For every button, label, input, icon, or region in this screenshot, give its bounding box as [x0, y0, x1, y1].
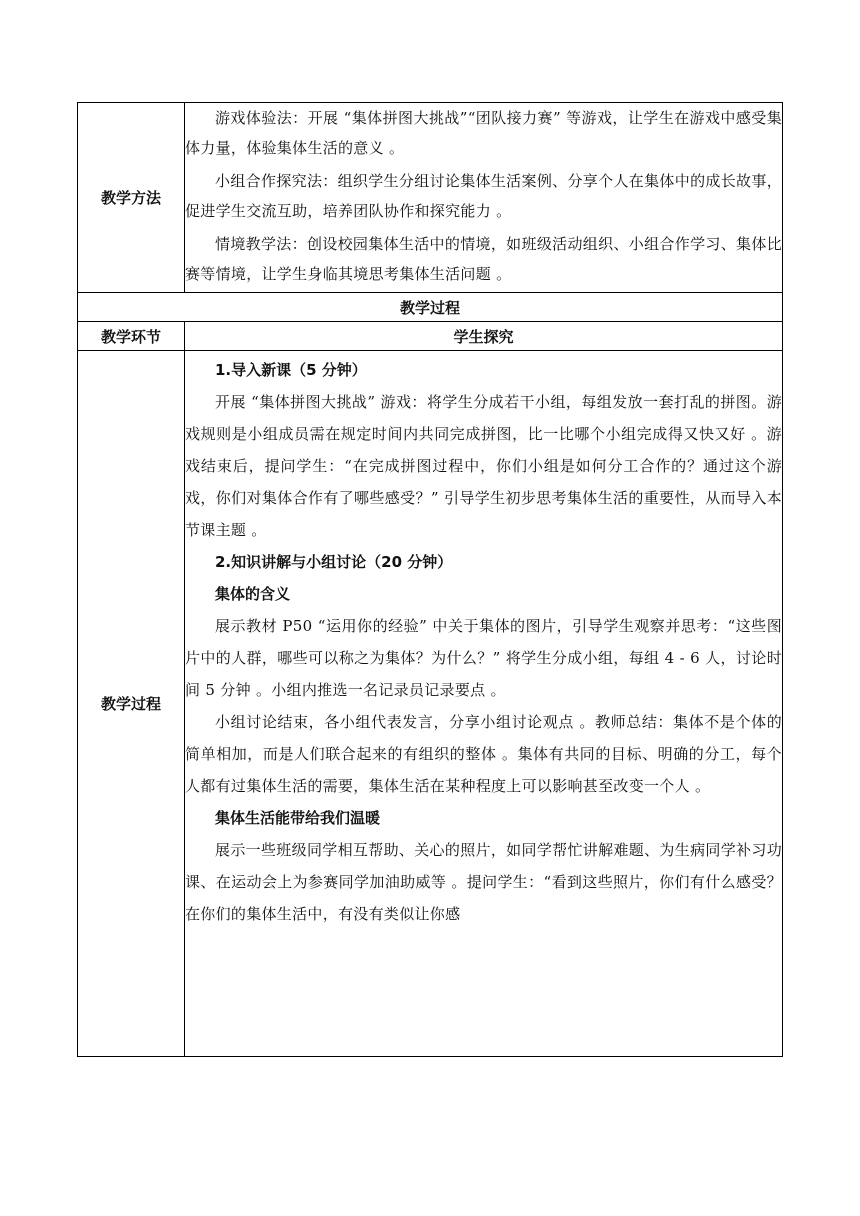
- step-title: 2.知识讲解与小组讨论（20 分钟）: [215, 553, 453, 571]
- method-item: 小组合作探究法：组织学生分组讨论集体生活案例、分享个人在集体中的成长故事，促进学生交流互助，培养团队协作和探究能力 。: [185, 172, 782, 220]
- lesson-plan-table: [77, 102, 783, 1057]
- methods-row: [78, 103, 783, 293]
- subsection-paragraph: 小组讨论结束，各小组代表发言，分享小组讨论观点 。教师总结：集体不是个体的简单相加，而是人们联合起来的有组织的整体 。集体有共同的目标、明确的分工，每个人都有过集体生活的需要，集体生活在某种程度上可以影响甚至改变一个人 。: [185, 713, 782, 795]
- process-row: [78, 351, 783, 1057]
- step-paragraph: 开展 “集体拼图大挑战” 游戏：将学生分成若干小组，每组发放一套打乱的拼图。游戏规则是小组成员需在规定时间内共同完成拼图，比一比哪个小组完成得又快又好 。游戏结束后，提问学生：“在完成拼图过程中，你们小组是如何分工合作的？通过这个游戏，你们对集体合作有了哪些感受？” 引导学生初步思考集体生活的重要性，从而导入本节课主题 。: [185, 393, 782, 539]
- process-title-row: [78, 293, 783, 322]
- column-header-activity: 学生探究: [185, 322, 783, 351]
- step-title: 1.导入新课（5 分钟）: [215, 361, 367, 379]
- subsection-paragraph: 展示教材 P50 “运用你的经验” 中关于集体的图片，引导学生观察并思考：“这些图片中的人群，哪些可以称之为集体？为什么？” 将学生分成小组，每组 4 - 6 人，讨论时间 5 分钟 。小组内推选一名记录员记录要点 。: [185, 617, 782, 699]
- methods-content: [185, 103, 783, 293]
- process-section-title: 教学过程: [78, 293, 783, 322]
- method-item: 游戏体验法：开展 “集体拼图大挑战”“团队接力赛” 等游戏，让学生在游戏中感受集体力量，体验集体生活的意义 。: [185, 109, 782, 157]
- subsection-paragraph: 展示一些班级同学相互帮助、关心的照片，如同学帮忙讲解难题、为生病同学补习功课、在运动会上为参赛同学加油助威等 。提问学生：“看到这些照片，你们有什么感受？在你们的集体生活中，有没有类似让你感: [185, 841, 782, 923]
- column-header-stage: 教学环节: [78, 322, 185, 351]
- subsection-title: 集体生活能带给我们温暖: [215, 809, 381, 827]
- process-label: 教学过程: [78, 351, 185, 1057]
- subsection-title: 集体的含义: [215, 585, 291, 603]
- methods-label: 教学方法: [78, 103, 185, 293]
- process-content: [185, 351, 783, 1057]
- column-header-row: [78, 322, 783, 351]
- method-item: 情境教学法：创设校园集体生活中的情境，如班级活动组织、小组合作学习、集体比赛等情境，让学生身临其境思考集体生活问题 。: [185, 235, 782, 283]
